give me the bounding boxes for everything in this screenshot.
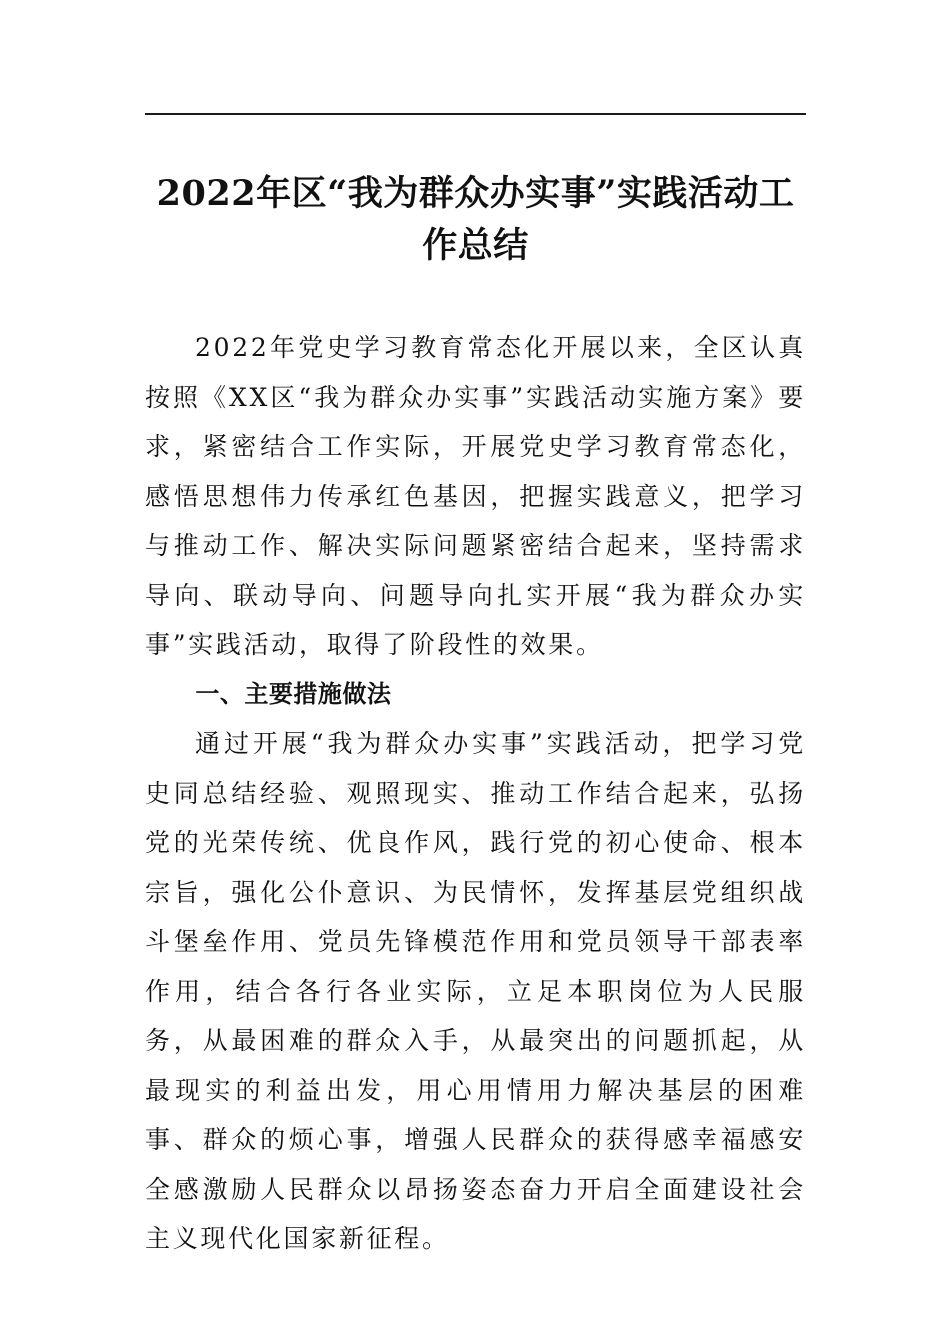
document-title: 2022年区“我为群众办实事”实践活动工作总结 [156,173,795,266]
document-body [145,323,806,1264]
section-body-paragraph: 通过开展“我为群众办实事”实践活动，把学习党史同总结经验、观照现实、推动工作结合起来，弘扬党的光荣传统、优良作风，践行党的初心使命、根本宗旨，强化公仆意识、为民情怀，发挥基层党组织战斗堡垒作用、党员先锋模范作用和党员领导干部表率作用，结合各行各业实际，立足本职岗位为人民服务，从最困难的群众入手，从最突出的问题抓起，从最现实的利益出发，用心用情用力解决基层的困难事、群众的烦心事，增强人民群众的获得感幸福感安全感激励人民群众以昂扬姿态奋力开启全面建设社会主义现代化国家新征程。 [145,729,806,1253]
section-heading-main-measures: 一、主要措施做法 [195,679,392,708]
header-rule [145,113,806,115]
intro-paragraph: 2022年党史学习教育常态化开展以来，全区认真按照《XX区“我为群众办实事”实践活动实施方案》要求，紧密结合工作实际，开展党史学习教育常态化，感悟思想伟力传承红色基因，把握实践意义，把学习与推动工作、解决实际问题紧密结合起来，坚持需求导向、联动导向、问题导向扎实开展“我为群众办实事”实践活动，取得了阶段性的效果。 [145,333,806,659]
